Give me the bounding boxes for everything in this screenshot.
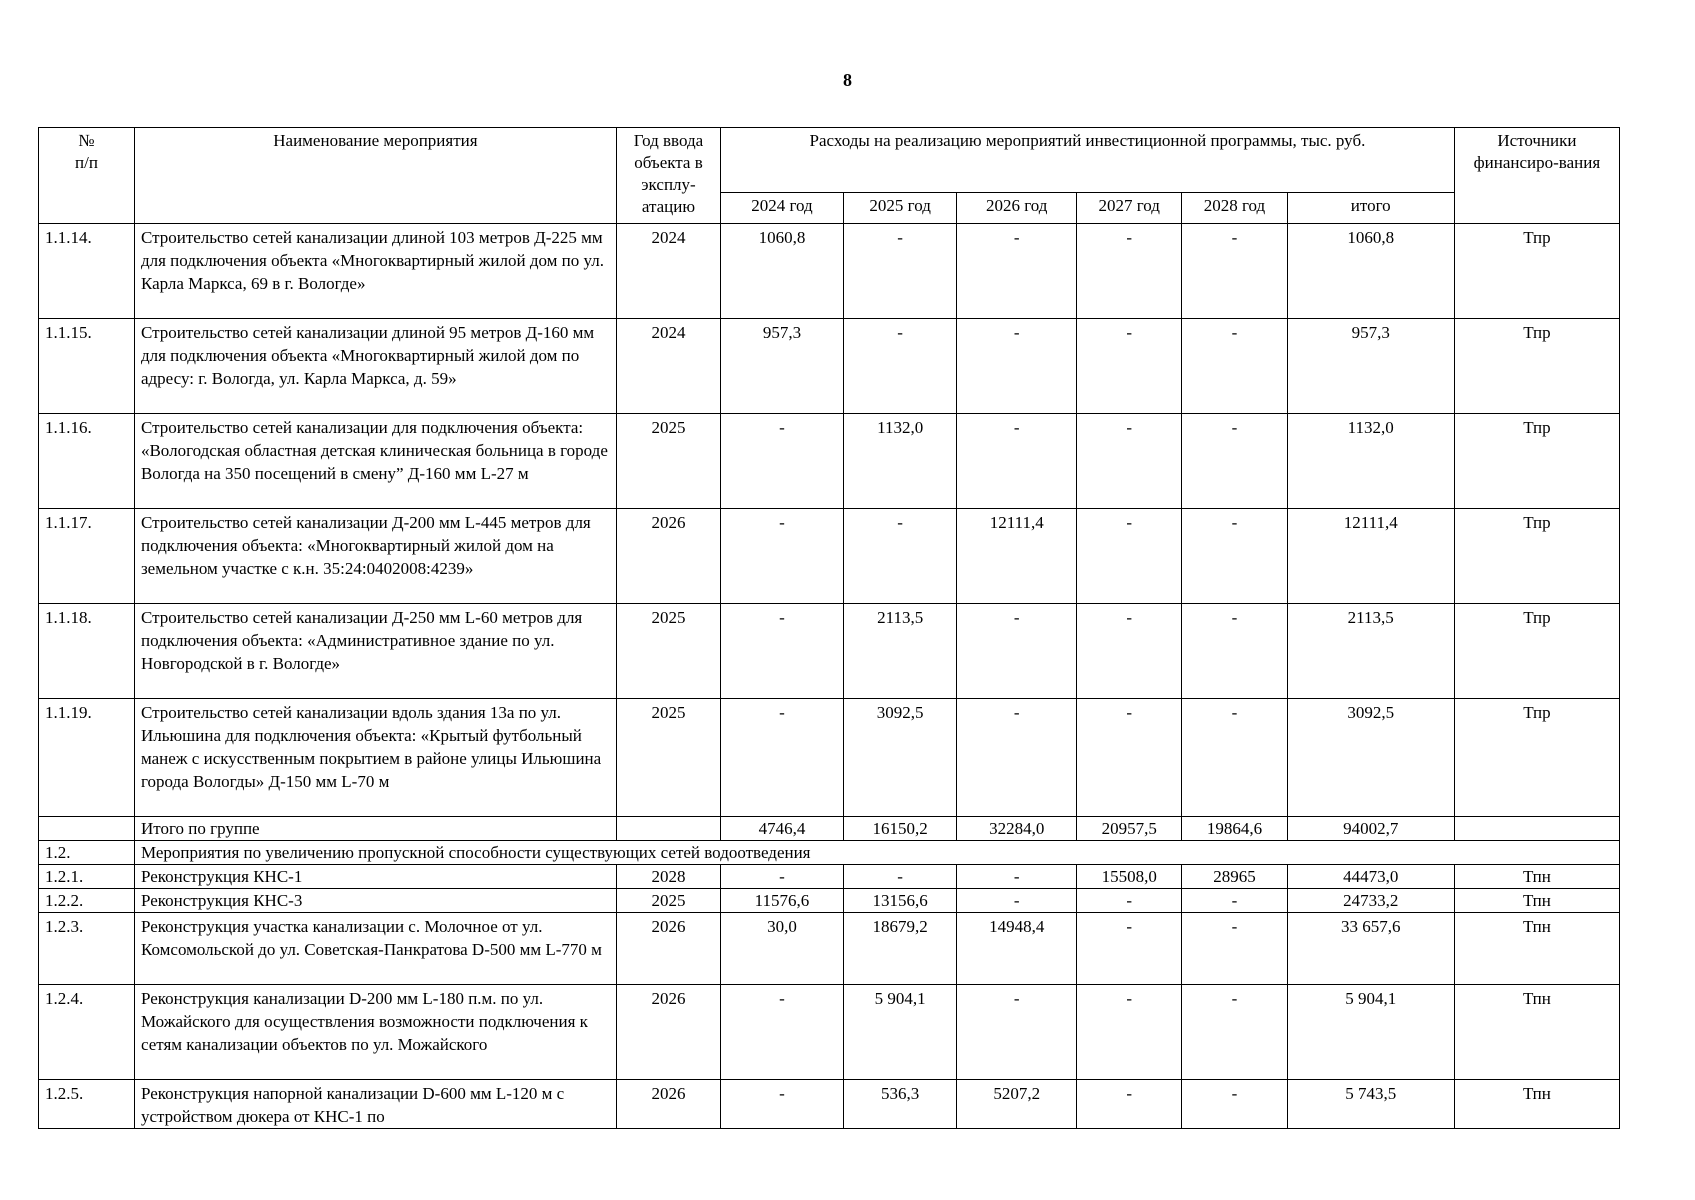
header-year-2028: 2028 год xyxy=(1182,193,1287,224)
row-2025: - xyxy=(843,865,957,889)
row-2024: - xyxy=(721,414,844,509)
row-2028: - xyxy=(1182,414,1287,509)
header-total: итого xyxy=(1287,193,1454,224)
row-source: Тпр xyxy=(1454,319,1619,414)
row-name: Строительство сетей канализации Д-200 мм L-445 метров для подключения объекта: «Многоквартирный жилой дом на земельном участке с к.н. 35:24:0402008:4239» xyxy=(134,509,616,604)
group-total-source xyxy=(1454,817,1619,841)
row-source: Тпр xyxy=(1454,699,1619,817)
row-name: Реконструкция напорной канализации D-600 мм L-120 м с устройством дюкера от КНС-1 по xyxy=(134,1080,616,1129)
group-total-2027: 20957,5 xyxy=(1077,817,1182,841)
row-name: Реконструкция канализации D-200 мм L-180 п.м. по ул. Можайского для осуществления возможности подключения к сетям канализации объектов по ул. Можайского xyxy=(134,985,616,1080)
row-name: Строительство сетей канализации длиной 95 метров Д-160 мм для подключения объекта «Многоквартирный жилой дом по адресу: г. Вологда, ул. Карла Маркса, д. 59» xyxy=(134,319,616,414)
row-2027: - xyxy=(1077,319,1182,414)
row-2026: 12111,4 xyxy=(957,509,1077,604)
group-total-num xyxy=(39,817,135,841)
row-2024: - xyxy=(721,985,844,1080)
row-year: 2025 xyxy=(616,414,720,509)
group-total-2026: 32284,0 xyxy=(957,817,1077,841)
row-2028: - xyxy=(1182,509,1287,604)
row-2024: 957,3 xyxy=(721,319,844,414)
row-source: Тпн xyxy=(1454,1080,1619,1129)
section-row xyxy=(39,841,1620,865)
section-num: 1.2. xyxy=(39,841,135,865)
row-2025: 13156,6 xyxy=(843,889,957,913)
row-2024: - xyxy=(721,699,844,817)
row-2027: - xyxy=(1077,1080,1182,1129)
row-total: 1132,0 xyxy=(1287,414,1454,509)
row-2026: - xyxy=(957,604,1077,699)
row-total: 33 657,6 xyxy=(1287,913,1454,985)
row-2026: - xyxy=(957,889,1077,913)
row-source: Тпр xyxy=(1454,224,1619,319)
row-2027: - xyxy=(1077,913,1182,985)
row-year: 2025 xyxy=(616,699,720,817)
group-total-2024: 4746,4 xyxy=(721,817,844,841)
header-source: Источники финансиро-вания xyxy=(1454,128,1619,224)
table-row xyxy=(39,865,1620,889)
row-year: 2025 xyxy=(616,889,720,913)
row-name: Реконструкция КНС-3 xyxy=(134,889,616,913)
table-row xyxy=(39,985,1620,1080)
row-2028: - xyxy=(1182,889,1287,913)
row-2027: - xyxy=(1077,414,1182,509)
row-2027: - xyxy=(1077,699,1182,817)
row-year: 2026 xyxy=(616,913,720,985)
row-2025: 18679,2 xyxy=(843,913,957,985)
row-2024: 11576,6 xyxy=(721,889,844,913)
group-total-2028: 19864,6 xyxy=(1182,817,1287,841)
row-total: 1060,8 xyxy=(1287,224,1454,319)
table-row xyxy=(39,604,1620,699)
row-num: 1.2.5. xyxy=(39,1080,135,1129)
row-2025: - xyxy=(843,509,957,604)
page-number: 8 xyxy=(843,70,852,90)
row-2024: - xyxy=(721,604,844,699)
row-2026: - xyxy=(957,865,1077,889)
row-name: Реконструкция КНС-1 xyxy=(134,865,616,889)
row-num: 1.2.4. xyxy=(39,985,135,1080)
row-2028: - xyxy=(1182,604,1287,699)
header-expenses: Расходы на реализацию мероприятий инвестиционной программы, тыс. руб. xyxy=(721,128,1455,193)
row-year: 2024 xyxy=(616,224,720,319)
row-total: 957,3 xyxy=(1287,319,1454,414)
row-name: Строительство сетей канализации для подключения объекта: «Вологодская областная детская клиническая больница в городе Вологда на 350 посещений в смену” Д-160 мм L-27 м xyxy=(134,414,616,509)
row-2025: - xyxy=(843,224,957,319)
table-row xyxy=(39,699,1620,817)
row-year: 2028 xyxy=(616,865,720,889)
group-total-label: Итого по группе xyxy=(134,817,616,841)
row-name: Реконструкция участка канализации с. Молочное от ул. Комсомольской до ул. Советская-Панкратова D-500 мм L-770 м xyxy=(134,913,616,985)
row-name: Строительство сетей канализации длиной 103 метров Д-225 мм для подключения объекта «Многоквартирный жилой дом по ул. Карла Маркса, 69 в г. Вологде» xyxy=(134,224,616,319)
row-2028: - xyxy=(1182,224,1287,319)
row-num: 1.1.18. xyxy=(39,604,135,699)
header-year-2025: 2025 год xyxy=(843,193,957,224)
row-num: 1.2.1. xyxy=(39,865,135,889)
row-2026: - xyxy=(957,414,1077,509)
section-title: Мероприятия по увеличению пропускной способности существующих сетей водоотведения xyxy=(134,841,1619,865)
row-2025: 1132,0 xyxy=(843,414,957,509)
group-total-year xyxy=(616,817,720,841)
row-source: Тпр xyxy=(1454,414,1619,509)
row-num: 1.1.14. xyxy=(39,224,135,319)
row-2024: - xyxy=(721,509,844,604)
table-row xyxy=(39,224,1620,319)
row-name: Строительство сетей канализации Д-250 мм L-60 метров для подключения объекта: «Административное здание по ул. Новгородской в г. Вологде» xyxy=(134,604,616,699)
group-total-sum: 94002,7 xyxy=(1287,817,1454,841)
row-2028: - xyxy=(1182,985,1287,1080)
row-total: 5 904,1 xyxy=(1287,985,1454,1080)
row-num: 1.1.17. xyxy=(39,509,135,604)
row-2025: 2113,5 xyxy=(843,604,957,699)
row-source: Тпр xyxy=(1454,509,1619,604)
row-2025: 5 904,1 xyxy=(843,985,957,1080)
row-2024: - xyxy=(721,865,844,889)
row-2028: - xyxy=(1182,319,1287,414)
row-year: 2026 xyxy=(616,1080,720,1129)
row-2028: - xyxy=(1182,913,1287,985)
table-row xyxy=(39,414,1620,509)
row-num: 1.1.19. xyxy=(39,699,135,817)
row-total: 12111,4 xyxy=(1287,509,1454,604)
investment-program-table xyxy=(38,127,1620,1129)
row-2026: - xyxy=(957,699,1077,817)
header-year: Год ввода объекта в эксплу-атацию xyxy=(616,128,720,224)
row-total: 2113,5 xyxy=(1287,604,1454,699)
row-2027: - xyxy=(1077,509,1182,604)
row-2024: - xyxy=(721,1080,844,1129)
row-year: 2025 xyxy=(616,604,720,699)
row-2026: - xyxy=(957,985,1077,1080)
row-source: Тпн xyxy=(1454,913,1619,985)
row-2024: 1060,8 xyxy=(721,224,844,319)
row-2026: 5207,2 xyxy=(957,1080,1077,1129)
row-2027: - xyxy=(1077,985,1182,1080)
group-total-2025: 16150,2 xyxy=(843,817,957,841)
row-2027: - xyxy=(1077,889,1182,913)
row-2025: - xyxy=(843,319,957,414)
header-year-2027: 2027 год xyxy=(1077,193,1182,224)
row-total: 44473,0 xyxy=(1287,865,1454,889)
row-2027: - xyxy=(1077,604,1182,699)
row-year: 2026 xyxy=(616,509,720,604)
row-num: 1.2.3. xyxy=(39,913,135,985)
row-2026: - xyxy=(957,319,1077,414)
group-total-row xyxy=(39,817,1620,841)
row-2028: - xyxy=(1182,1080,1287,1129)
row-source: Тпн xyxy=(1454,985,1619,1080)
table-row xyxy=(39,319,1620,414)
row-2025: 3092,5 xyxy=(843,699,957,817)
header-year-2026: 2026 год xyxy=(957,193,1077,224)
table-row xyxy=(39,509,1620,604)
row-2027: 15508,0 xyxy=(1077,865,1182,889)
row-2024: 30,0 xyxy=(721,913,844,985)
row-2026: 14948,4 xyxy=(957,913,1077,985)
table-row xyxy=(39,889,1620,913)
row-2027: - xyxy=(1077,224,1182,319)
row-source: Тпн xyxy=(1454,889,1619,913)
header-num: № п/п xyxy=(39,128,135,224)
row-2026: - xyxy=(957,224,1077,319)
row-2025: 536,3 xyxy=(843,1080,957,1129)
table-row xyxy=(39,1080,1620,1129)
row-2028: 28965 xyxy=(1182,865,1287,889)
row-num: 1.1.15. xyxy=(39,319,135,414)
row-num: 1.2.2. xyxy=(39,889,135,913)
table-row xyxy=(39,913,1620,985)
row-name: Строительство сетей канализации вдоль здания 13а по ул. Ильюшина для подключения объекта: «Крытый футбольный манеж с искусственным покрытием в районе улицы Ильюшина города Вологды» Д-150 мм L-70 м xyxy=(134,699,616,817)
row-source: Тпн xyxy=(1454,865,1619,889)
row-total: 24733,2 xyxy=(1287,889,1454,913)
row-source: Тпр xyxy=(1454,604,1619,699)
row-num: 1.1.16. xyxy=(39,414,135,509)
row-year: 2026 xyxy=(616,985,720,1080)
row-year: 2024 xyxy=(616,319,720,414)
header-name: Наименование мероприятия xyxy=(134,128,616,224)
row-2028: - xyxy=(1182,699,1287,817)
row-total: 3092,5 xyxy=(1287,699,1454,817)
header-year-2024: 2024 год xyxy=(721,193,844,224)
row-total: 5 743,5 xyxy=(1287,1080,1454,1129)
